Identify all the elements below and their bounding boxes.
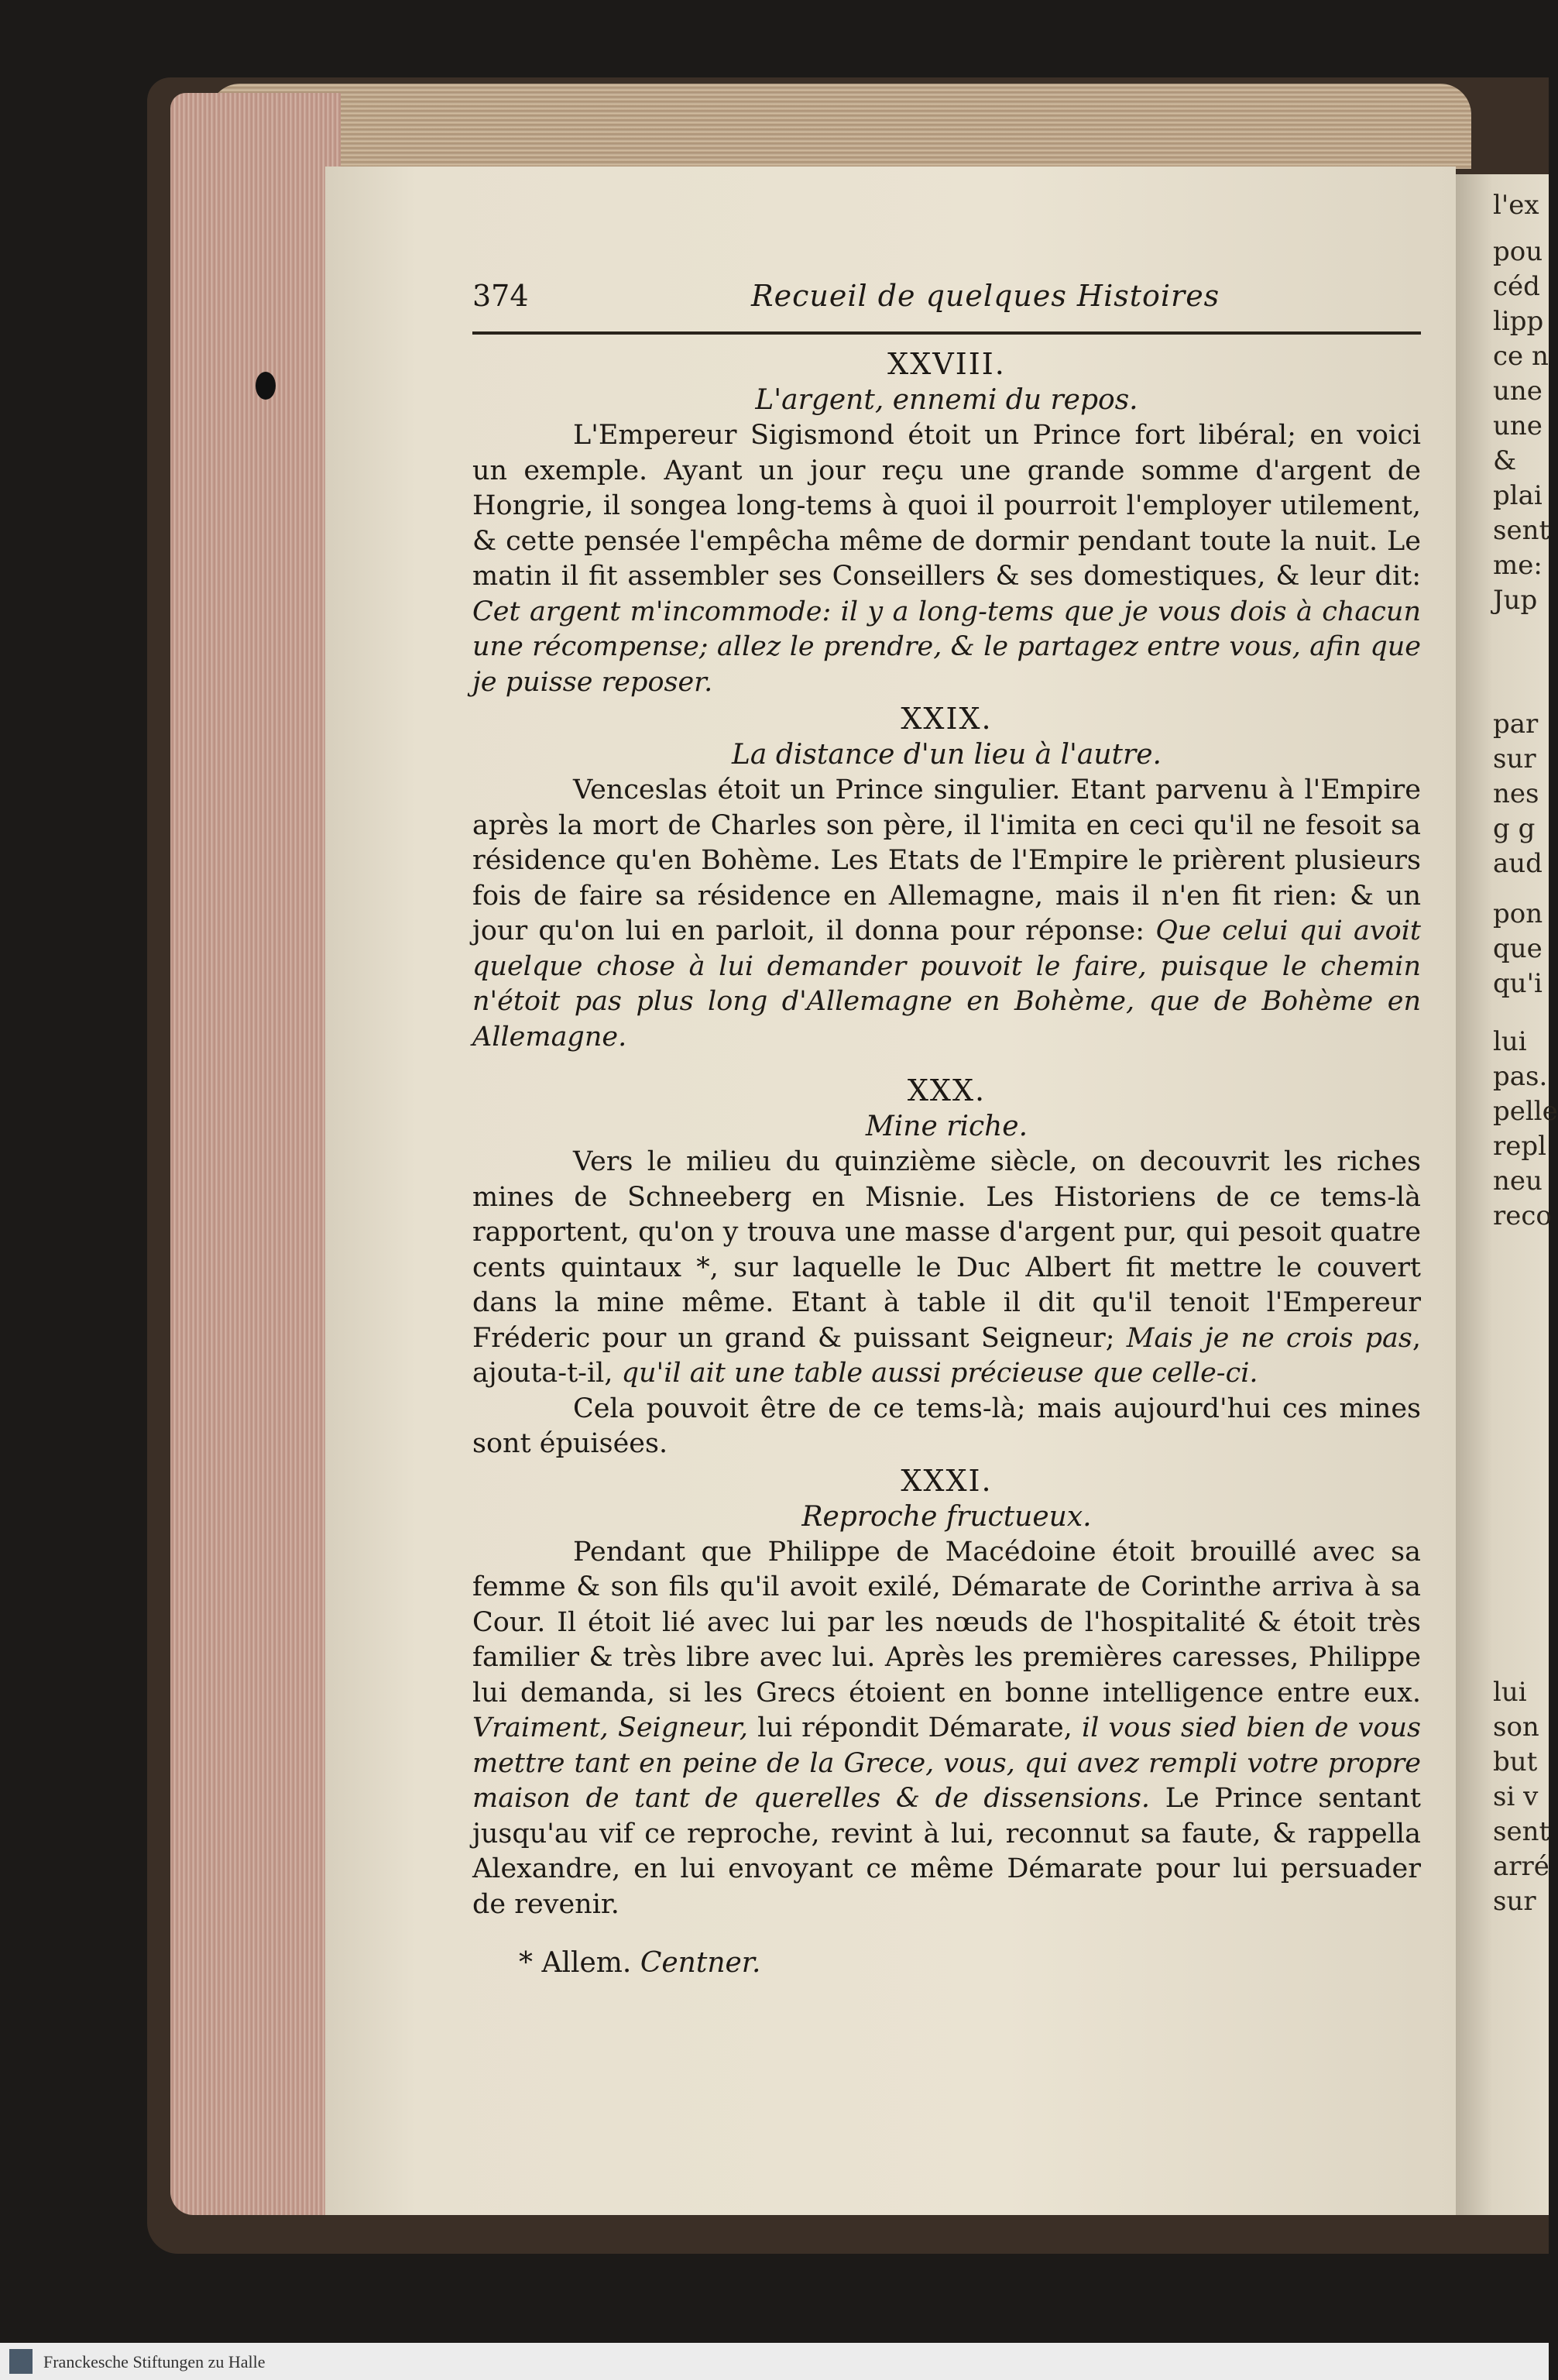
facing-fragment: g g [1493,813,1536,844]
facing-fragment: pas. [1493,1061,1548,1092]
facing-fragment: ce n [1493,341,1549,372]
section-subtitle: L'argent, ennemi du repos. [755,384,1138,416]
facing-fragment: repl [1493,1131,1547,1162]
paragraph [472,1145,1421,1392]
book-top-edge [209,84,1471,169]
section-subtitle: Reproche fructueux. [801,1500,1092,1533]
section-subtitle: La distance d'un lieu à l'autre. [732,739,1162,771]
footnote [519,1946,1421,1981]
paragraph: Cela pouvoit être de ce tems-là; mais aujourd'hui ces mines sont épuisées. [472,1393,1421,1459]
facing-fragment: l'ex [1493,190,1539,221]
binding-hole [256,372,276,400]
quotation: Vraiment, Seigneur, [472,1712,748,1743]
facing-fragment: pon [1493,898,1543,929]
paragraph-text: lui répondit Démarate, [757,1712,1072,1743]
facing-fragment: par [1493,709,1539,740]
facing-fragment: plai [1493,480,1543,511]
facing-fragment: sur [1493,744,1536,774]
facing-fragment: Jup [1493,585,1538,616]
facing-fragment: nes [1493,778,1539,809]
facing-fragment: une [1493,410,1543,441]
page-text [472,279,1421,1981]
facing-fragment: une [1493,376,1543,407]
paragraph [472,1535,1421,1923]
footnote-marker: * Allem. [519,1947,632,1979]
facing-fragment: sent [1493,1816,1550,1847]
paragraph-text: Vers le milieu du quinzième siècle, on decouvrit les riches mines de Schneeberg en Misnie. Les Historiens de ce tems-là rapportent, qu'on y trouva une masse d'argent pur, qui pesoit quatre cents quintaux *, sur laquelle le Duc Albert fit mettre le couvert dans la mine même. Etant à table il dit qu'il tenoit l'Empereur Fréderic pour un grand & puissant Seigneur; [472,1146,1421,1354]
quotation: Cet argent m'incommode: il y a long-tems que je vous dois à chacun une récompense; allez le prendre, & le partagez entre vous, afin que je puisse reposer. [472,596,1421,698]
section-title: XXXI. [901,1463,993,1498]
facing-fragment: neu [1493,1166,1543,1197]
facing-fragment: lipp [1493,306,1544,337]
paragraph [472,418,1421,700]
facing-fragment: arré [1493,1851,1549,1882]
footer-bar [0,2343,1549,2380]
facing-fragment: que [1493,933,1543,964]
facing-page [1456,174,1558,2215]
section-subtitle: Mine riche. [865,1111,1028,1142]
facing-fragment: aud [1493,848,1543,879]
quotation: il vous sied bien de vous mettre tant en peine de la Grece, vous, qui avez rempli votre propre maison de tant de querelles & de dissensions. [472,1712,1422,1814]
facing-fragment: si v [1493,1781,1539,1812]
institution-logo-icon [9,2349,33,2374]
facing-fragment: qu'i [1493,968,1543,999]
facing-fragment: & [1493,445,1517,476]
section-title: XXIX. [901,702,993,736]
facing-fragment: pelle [1493,1096,1558,1127]
quotation: qu'il ait une table aussi précieuse que celle-ci. [621,1358,1258,1389]
paragraph [472,773,1421,1055]
facing-fragment: son [1493,1712,1539,1743]
facing-fragment: sur [1493,1886,1536,1917]
footnote-word: Centner. [640,1947,761,1979]
header-rule [472,331,1421,335]
paragraph-text: Pendant que Philippe de Macédoine étoit brouillé avec sa femme & son fils qu'il avoit exilé, Démarate de Corinthe arriva à sa Cour. Il étoit lié avec lui par les nœuds de l'hospitalité & étoit très familier & très libre avec lui. Après les premières caresses, Philippe lui demanda, si les Grecs étoient en bonne intelligence entre eux. [472,1536,1421,1709]
book-page-edges [170,93,341,2215]
page-number: 374 [472,279,529,313]
facing-fragment: reco [1493,1200,1552,1231]
quotation: Mais je ne crois pas [1126,1322,1412,1354]
facing-fragment: pou [1493,236,1543,267]
paragraph-text: L'Empereur Sigismond étoit un Prince fort libéral; en voici un exemple. Ayant un jour reçu une grande somme d'argent de Hongrie, il songea long-tems à quoi il pourroit l'employer utilement, & cette pensée l'empêcha même de dormir pendant toute la nuit. Le matin il fit assembler ses Conseillers & ses domestiques, & leur dit: [472,420,1421,592]
quotation: Que celui qui avoit quelque chose à lui demander pouvoit le faire, puisque le chemin n'étoit pas plus long d'Allemagne en Bohème, que de Bohème en Allemagne. [472,915,1421,1053]
facing-fragment: lui [1493,1677,1527,1708]
facing-fragment: but [1493,1746,1538,1777]
section-title: XXVIII. [887,347,1006,381]
facing-fragment: sent [1493,515,1550,546]
paragraph-text: Venceslas étoit un Prince singulier. Etant parvenu à l'Empire après la mort de Charles son père, il l'imita en ceci qu'il ne fesoit sa résidence qu'en Bohème. Les Etats de l'Empire le prièrent plusieurs fois de faire sa résidence en Allemagne, mais il n'en fit rien: & un jour qu'on lui en parloit, il donna pour réponse: [472,774,1421,946]
footer-credit: Franckesche Stiftungen zu Halle [43,2352,266,2371]
page-header [472,279,1421,325]
facing-fragment: céd [1493,271,1540,302]
section-title: XXX. [907,1073,987,1108]
paragraph-text: , ajouta-t-il, [472,1322,1421,1389]
facing-fragment: lui [1493,1026,1527,1057]
paragraph-text: Le Prince sentant jusqu'au vif ce reproche, revint à lui, reconnut sa faute, & rappella Alexandre, en lui envoyant ce même Démarate pour lui persuader de revenir. [472,1783,1421,1920]
facing-fragment: me: [1493,550,1543,581]
running-head: Recueil de quelques Histoires [751,279,1220,313]
